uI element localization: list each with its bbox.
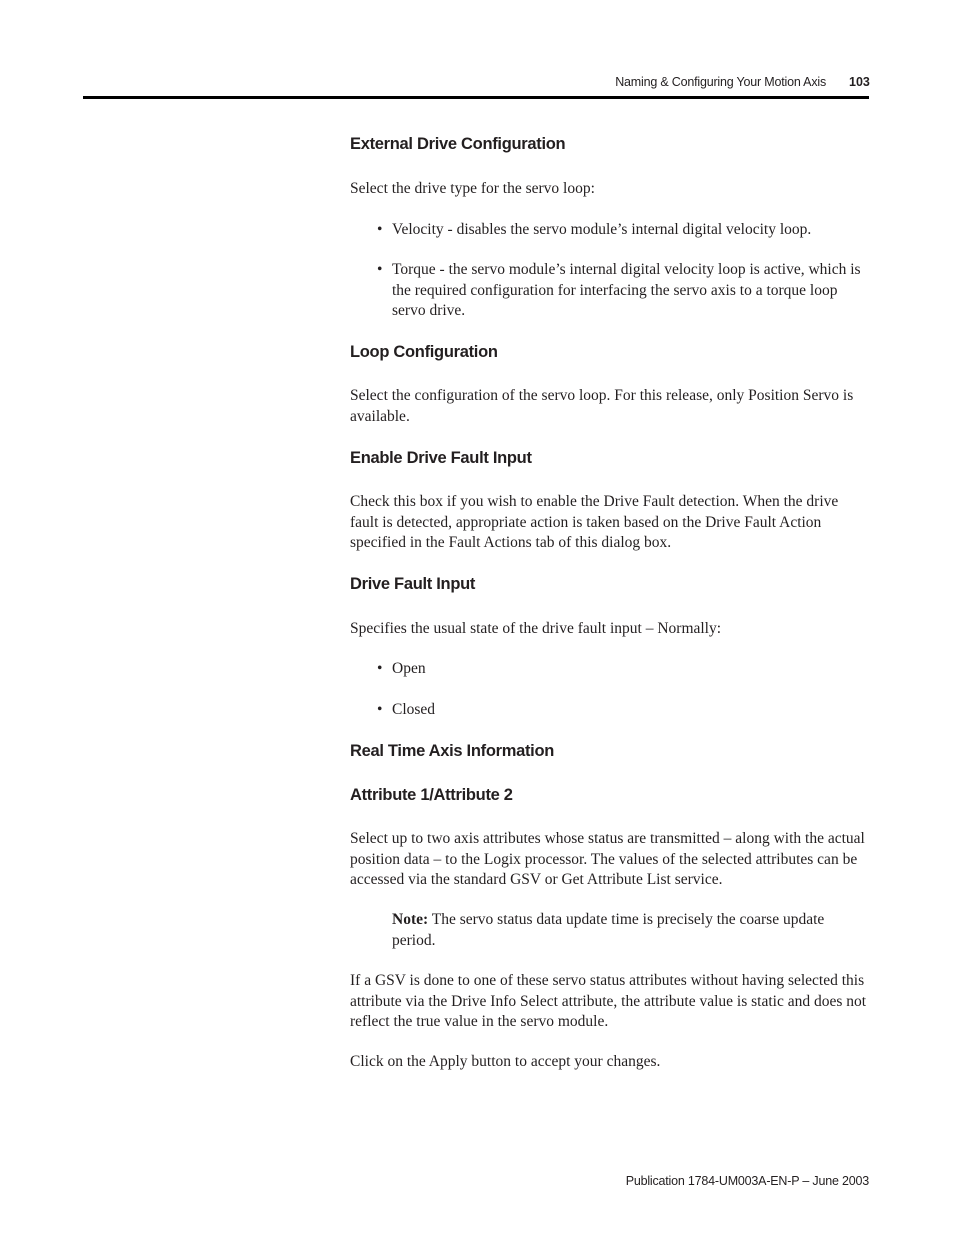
heading-loop-configuration: Loop Configuration bbox=[350, 343, 498, 361]
page-number: 103 bbox=[849, 75, 870, 89]
external-drive-intro: Select the drive type for the servo loop: bbox=[350, 180, 595, 197]
heading-attribute: Attribute 1/Attribute 2 bbox=[350, 786, 513, 804]
bullet-icon: • bbox=[377, 261, 383, 278]
list-item bbox=[377, 220, 869, 241]
heading-drive-fault-input: Drive Fault Input bbox=[350, 575, 476, 593]
list-item-text: Torque - the servo module’s internal digital velocity loop is active, which is the required configuration for interfacing the servo axis to a torque loop servo drive. bbox=[392, 261, 861, 319]
bullet-icon: • bbox=[377, 660, 383, 677]
heading-external-drive-configuration: External Drive Configuration bbox=[350, 135, 566, 153]
list-item-text: Closed bbox=[392, 701, 436, 718]
list-item bbox=[377, 260, 869, 322]
apply-text: Click on the Apply button to accept your changes. bbox=[350, 1053, 661, 1070]
list-item bbox=[377, 700, 869, 721]
header-rule bbox=[83, 96, 869, 99]
note-label: Note: bbox=[392, 911, 429, 928]
list-item-text: Velocity - disables the servo module’s internal digital velocity loop. bbox=[392, 221, 812, 238]
enable-drive-fault-text: Check this box if you wish to enable the Drive Fault detection. When the drive fault is detected, appropriate action is taken based on the Drive Fault Action specified in the Fault Actions tab of this dialog box. bbox=[350, 493, 839, 551]
heading-real-time-axis-information: Real Time Axis Information bbox=[350, 742, 555, 760]
bullet-icon: • bbox=[377, 221, 383, 238]
note bbox=[392, 910, 869, 951]
note-text: The servo status data update time is precisely the coarse update period. bbox=[392, 911, 825, 949]
publication-footer: Publication 1784-UM003A-EN-P – June 2003 bbox=[625, 1174, 869, 1188]
gsv-text: If a GSV is done to one of these servo status attributes without having selected this attribute via the Drive Info Select attribute, the attribute value is static and does not reflect the true value in the servo module. bbox=[350, 972, 867, 1030]
list-item-text: Open bbox=[392, 660, 426, 677]
list-item bbox=[377, 659, 869, 680]
drive-fault-intro: Specifies the usual state of the drive fault input – Normally: bbox=[350, 620, 722, 637]
bullet-icon: • bbox=[377, 701, 383, 718]
attribute-text: Select up to two axis attributes whose status are transmitted – along with the actual position data – to the Logix processor. The values of the selected attributes can be accessed via the standard GSV or Get Attribute List service. bbox=[350, 830, 865, 888]
loop-configuration-text: Select the configuration of the servo loop. For this release, only Position Servo is available. bbox=[350, 387, 854, 425]
heading-enable-drive-fault-input: Enable Drive Fault Input bbox=[350, 449, 532, 467]
running-header-title: Naming & Configuring Your Motion Axis bbox=[615, 75, 826, 89]
